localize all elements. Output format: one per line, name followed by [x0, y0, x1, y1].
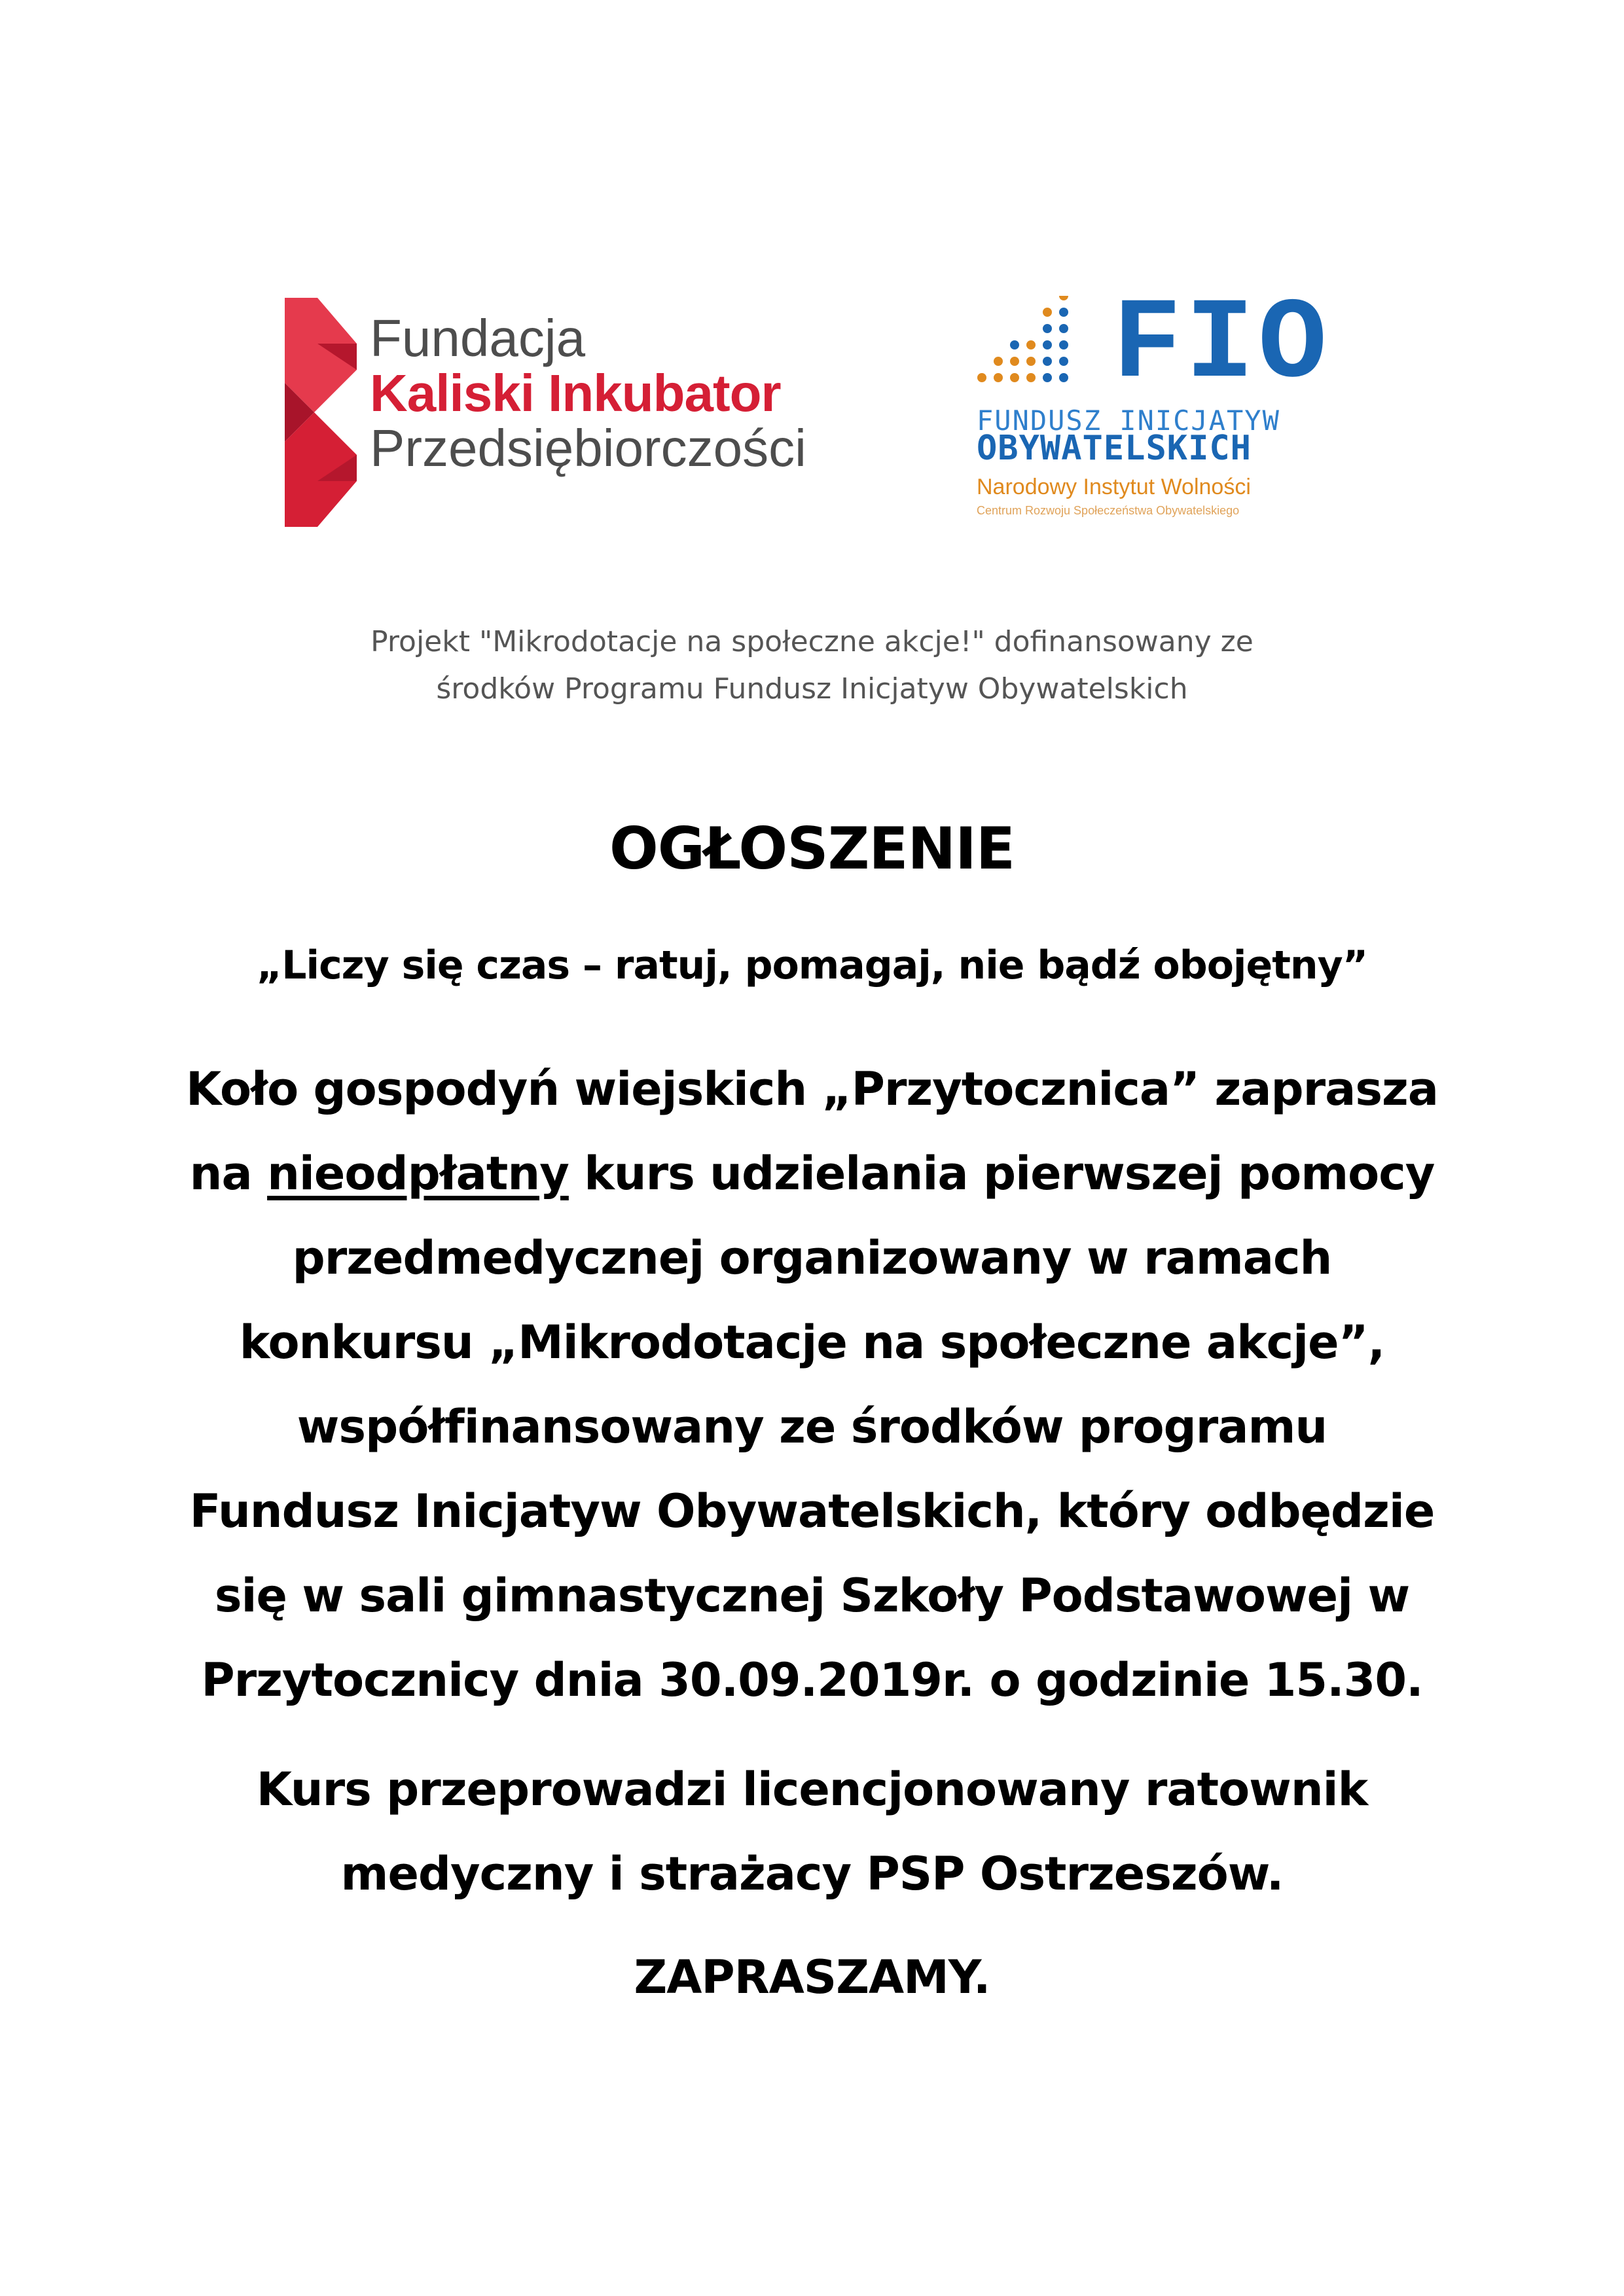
fkip-ribbon-icon [278, 298, 360, 527]
body-line-1: Koło gospodyń wiejskich „Przytocznica” zaprasza [186, 1062, 1438, 1116]
fio-wordmark: FIO [1113, 280, 1331, 410]
course-info-line-1: Kurs przeprowadzi licencjonowany ratownik [256, 1763, 1368, 1816]
body-line-8: Przytocznicy dnia 30.09.2019r. o godzinie 15.30. [201, 1653, 1423, 1707]
closing-invitation: ZAPRASZAMY. [634, 1950, 990, 2004]
fio-narodowy-instytut: Narodowy Instytut Wolności [977, 475, 1251, 499]
fio-obywatelskich: OBYWATELSKICH [977, 429, 1252, 468]
project-info-line-1: Projekt "Mikrodotacje na społeczne akcje!" dofinansowany ze [370, 625, 1254, 658]
announcement-title: OGŁOSZENIE [609, 815, 1015, 882]
body-line-2-suffix: kurs udzielania pierwszej pomocy [568, 1147, 1435, 1200]
fio-dots-icon [975, 296, 1080, 387]
body-line-3: przedmedycznej organizowany w ramach [292, 1231, 1332, 1285]
body-line-2 [0, 1132, 1624, 1216]
fkip-line-przedsiebiorczosci: Przedsiębiorczości [370, 419, 806, 477]
fio-fundusz-inicjatyw: FUNDUSZ INICJATYW [977, 404, 1280, 437]
fkip-wordmark [370, 311, 806, 476]
project-info [0, 619, 1624, 713]
fkip-logo [278, 298, 828, 533]
body-line-2-underlined: nieodpłatny [267, 1147, 569, 1200]
body-line-2-prefix: na [189, 1147, 268, 1200]
fkip-line-kaliski-inkubator: Kaliski Inkubator [370, 364, 781, 422]
fkip-line-fundacja: Fundacja [370, 309, 586, 367]
body-line-4: konkursu „Mikrodotacje na społeczne akcje”, [239, 1316, 1385, 1369]
project-info-line-2: środków Programu Fundusz Inicjatyw Obywatelskich [436, 672, 1188, 706]
course-info-line-2: medyczny i strażacy PSP Ostrzeszów. [340, 1847, 1284, 1901]
body-line-6: Fundusz Inicjatyw Obywatelskich, który odbędzie [189, 1484, 1435, 1538]
announcement-subtitle: „Liczy się czas – ratuj, pomagaj, nie bądź obojętny” [256, 942, 1368, 988]
fio-centrum-rozwoju: Centrum Rozwoju Społeczeństwa Obywatelskiego [977, 504, 1240, 517]
announcement-body [0, 1047, 1624, 1723]
body-line-5: współfinansowany ze środków programu [297, 1400, 1327, 1454]
body-line-7: się w sali gimnastycznej Szkoły Podstawowej w [214, 1569, 1410, 1623]
course-info [0, 1748, 1624, 1916]
fio-logo [969, 280, 1335, 537]
